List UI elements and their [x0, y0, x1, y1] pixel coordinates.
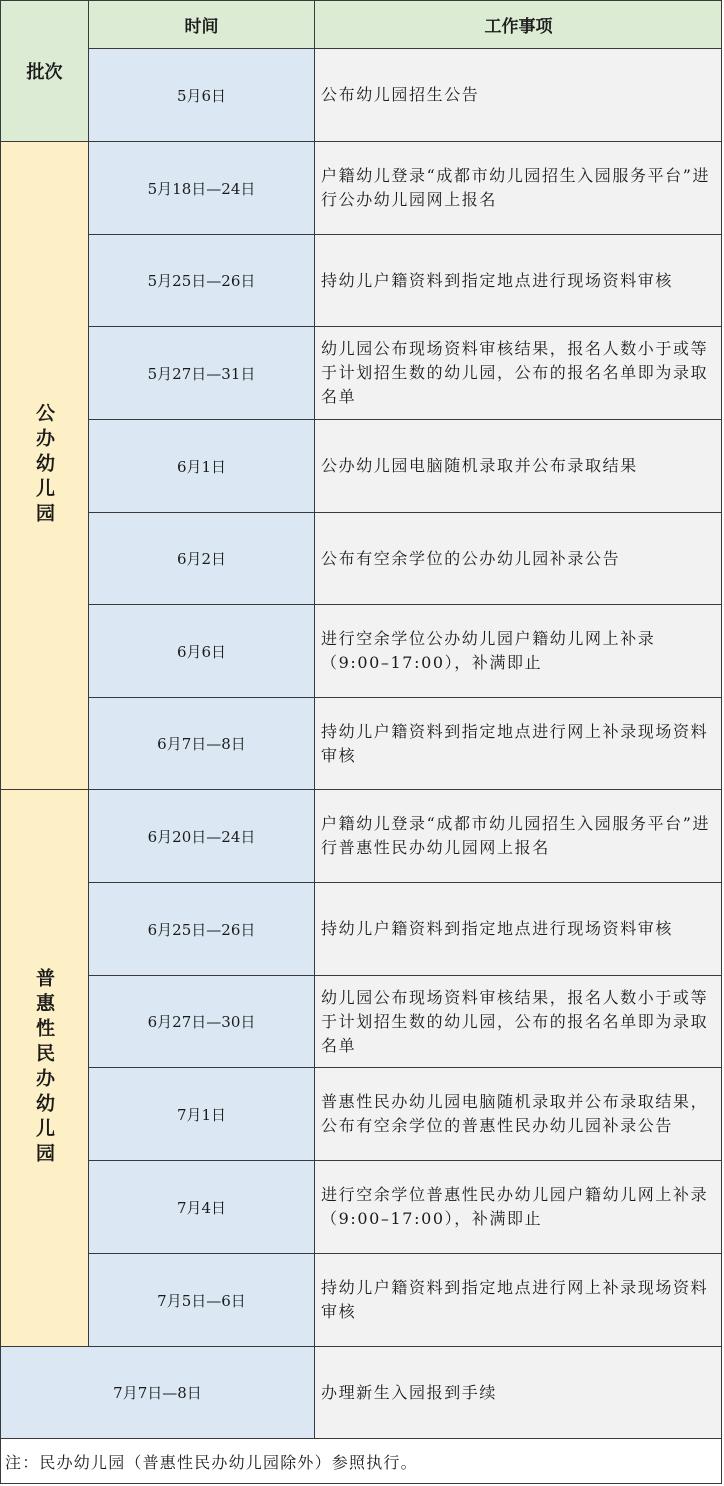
work-cell	[314, 697, 722, 789]
work-cell	[314, 234, 722, 326]
work-cell	[314, 1067, 722, 1160]
time-cell	[88, 882, 314, 975]
work-cell	[314, 1253, 722, 1346]
note-text: 注：民办幼儿园（普惠性民办幼儿园除外）参照执行。	[5, 1453, 418, 1472]
work-value: 进行空余学位普惠性民办幼儿园户籍幼儿网上补录（9:00–17:00），补满即止	[321, 1185, 709, 1228]
batch-header: 批次	[26, 62, 63, 83]
time-cell	[88, 48, 314, 141]
final-work-cell	[314, 1346, 722, 1438]
time-value: 7月5日—6日	[157, 1291, 246, 1310]
work-cell	[314, 975, 722, 1067]
time-cell	[88, 419, 314, 512]
work-header-cell	[314, 0, 722, 48]
final-time-cell	[0, 1346, 314, 1438]
table-right-border	[721, 0, 722, 1484]
time-cell	[88, 1253, 314, 1346]
time-cell	[88, 234, 314, 326]
work-value: 持幼儿户籍资料到指定地点进行网上补录现场资料审核	[321, 721, 709, 765]
time-header: 时间	[184, 17, 219, 37]
time-cell	[88, 326, 314, 419]
work-cell	[314, 1160, 722, 1253]
final-work-value: 办理新生入园报到手续	[321, 1382, 498, 1402]
work-cell	[314, 419, 722, 512]
time-value: 6月7日—8日	[157, 735, 246, 753]
work-value: 户籍幼儿登录“成都市幼儿园招生入园服务平台”进行公办幼儿园网上报名	[321, 166, 711, 209]
work-value: 进行空余学位公办幼儿园户籍幼儿网上补录（9:00–17:00），补满即止	[321, 629, 656, 672]
time-value: 5月18日—24日	[147, 179, 256, 198]
work-value: 户籍幼儿登录“成都市幼儿园招生入园服务平台”进行普惠性民办幼儿园网上报名	[321, 814, 711, 857]
work-header: 工作事项	[484, 17, 553, 37]
time-cell	[88, 1160, 314, 1253]
work-value: 公办幼儿园电脑随机录取并公布录取结果	[321, 456, 638, 475]
time-value: 6月1日	[176, 457, 227, 476]
work-value: 持幼儿户籍资料到指定地点进行网上补录现场资料审核	[321, 1278, 709, 1321]
time-cell	[88, 512, 314, 604]
final-time-value: 7月7日—8日	[113, 1384, 202, 1402]
time-cell	[88, 789, 314, 882]
work-cell	[314, 48, 722, 141]
work-cell	[314, 604, 722, 697]
batch-header-cell	[0, 0, 88, 141]
time-value: 5月25日—26日	[147, 272, 256, 290]
work-value: 持幼儿户籍资料到指定地点进行现场资料审核	[321, 919, 674, 938]
work-cell	[314, 789, 722, 882]
time-cell	[88, 604, 314, 697]
work-value: 公布有空余学位的公办幼儿园补录公告	[321, 548, 621, 568]
time-value: 6月2日	[176, 550, 227, 568]
note-row	[0, 1438, 722, 1484]
work-value: 幼儿园公布现场资料审核结果，报名人数小于或等于计划招生数的幼儿园，公布的报名名单即为录取名单	[321, 987, 709, 1055]
table-bottom-border	[0, 1483, 722, 1484]
time-value: 6月27日—30日	[147, 1013, 256, 1031]
time-value: 7月4日	[176, 1198, 227, 1217]
work-value: 幼儿园公布现场资料审核结果，报名人数小于或等于计划招生数的幼儿园，公布的报名名单即为录取名单	[321, 339, 709, 406]
time-header-cell	[88, 0, 314, 48]
time-cell	[88, 1067, 314, 1160]
work-cell	[314, 326, 722, 419]
group-private-inclusive-kindergarten	[0, 789, 88, 1346]
group-name: 公办幼儿园	[33, 403, 55, 528]
time-value: 6月20日—24日	[147, 827, 256, 846]
time-cell	[88, 697, 314, 789]
work-cell	[314, 512, 722, 604]
time-cell	[88, 141, 314, 234]
time-value: 5月27日—31日	[147, 364, 256, 383]
group-name: 普惠性民办幼儿园	[33, 968, 55, 1168]
work-cell	[314, 882, 722, 975]
work-value: 持幼儿户籍资料到指定地点进行现场资料审核	[321, 270, 674, 290]
time-value: 7月1日	[176, 1105, 227, 1124]
work-value: 普惠性民办幼儿园电脑随机录取并公布录取结果，公布有空余学位的普惠性民办幼儿园补录公告	[321, 1092, 709, 1135]
time-value: 5月6日	[176, 86, 227, 105]
time-value: 6月25日—26日	[147, 920, 256, 939]
time-value: 6月6日	[176, 642, 227, 661]
work-cell	[314, 141, 722, 234]
work-value: 公布幼儿园招生公告	[321, 85, 480, 104]
time-cell	[88, 975, 314, 1067]
group-public-kindergarten	[0, 141, 88, 789]
